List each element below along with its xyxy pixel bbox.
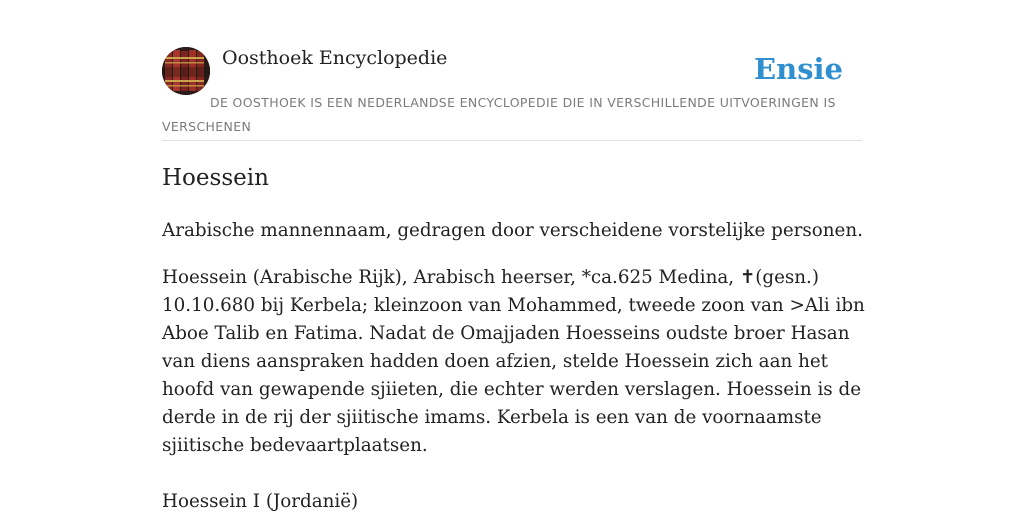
article <box>162 160 866 512</box>
brand-logo[interactable]: Ensie <box>754 52 843 86</box>
site-title[interactable]: Oosthoek Encyclopedie <box>222 47 448 69</box>
article-paragraph: Hoessein I (Jordanië) <box>162 491 359 512</box>
article-paragraph: Arabische mannennaam, gedragen door verscheidene vorstelijke personen. <box>162 220 863 241</box>
article-paragraph: Hoessein (Arabische Rijk), Arabisch heerser, *ca.625 Medina, ✝(gesn.) 10.10.680 bij Kerbela; kleinzoon van Mohammed, tweede zoon van >Ali ibn Aboe Talib en Fatima. Nadat de Omajjaden Hoesseins oudste broer Hasan van diens aanspraken hadden doen afzien, stelde Hoessein zich aan het hoofd van gewapende sjiieten, die echter werden verslagen. Hoessein is de derde in de rij der sjiitische imams. Kerbela is een van de voornaamste sjiitische bedevaartplaatsen. <box>162 267 865 456</box>
site-tagline: DE OOSTHOEK IS EEN NEDERLANDSE ENCYCLOPEDIE DIE IN VERSCHILLENDE UITVOERINGEN IS VERSCHENEN <box>162 95 836 134</box>
article-title: Hoessein <box>162 165 269 191</box>
encyclopedia-books-icon[interactable] <box>162 47 210 95</box>
site-header <box>162 46 862 141</box>
